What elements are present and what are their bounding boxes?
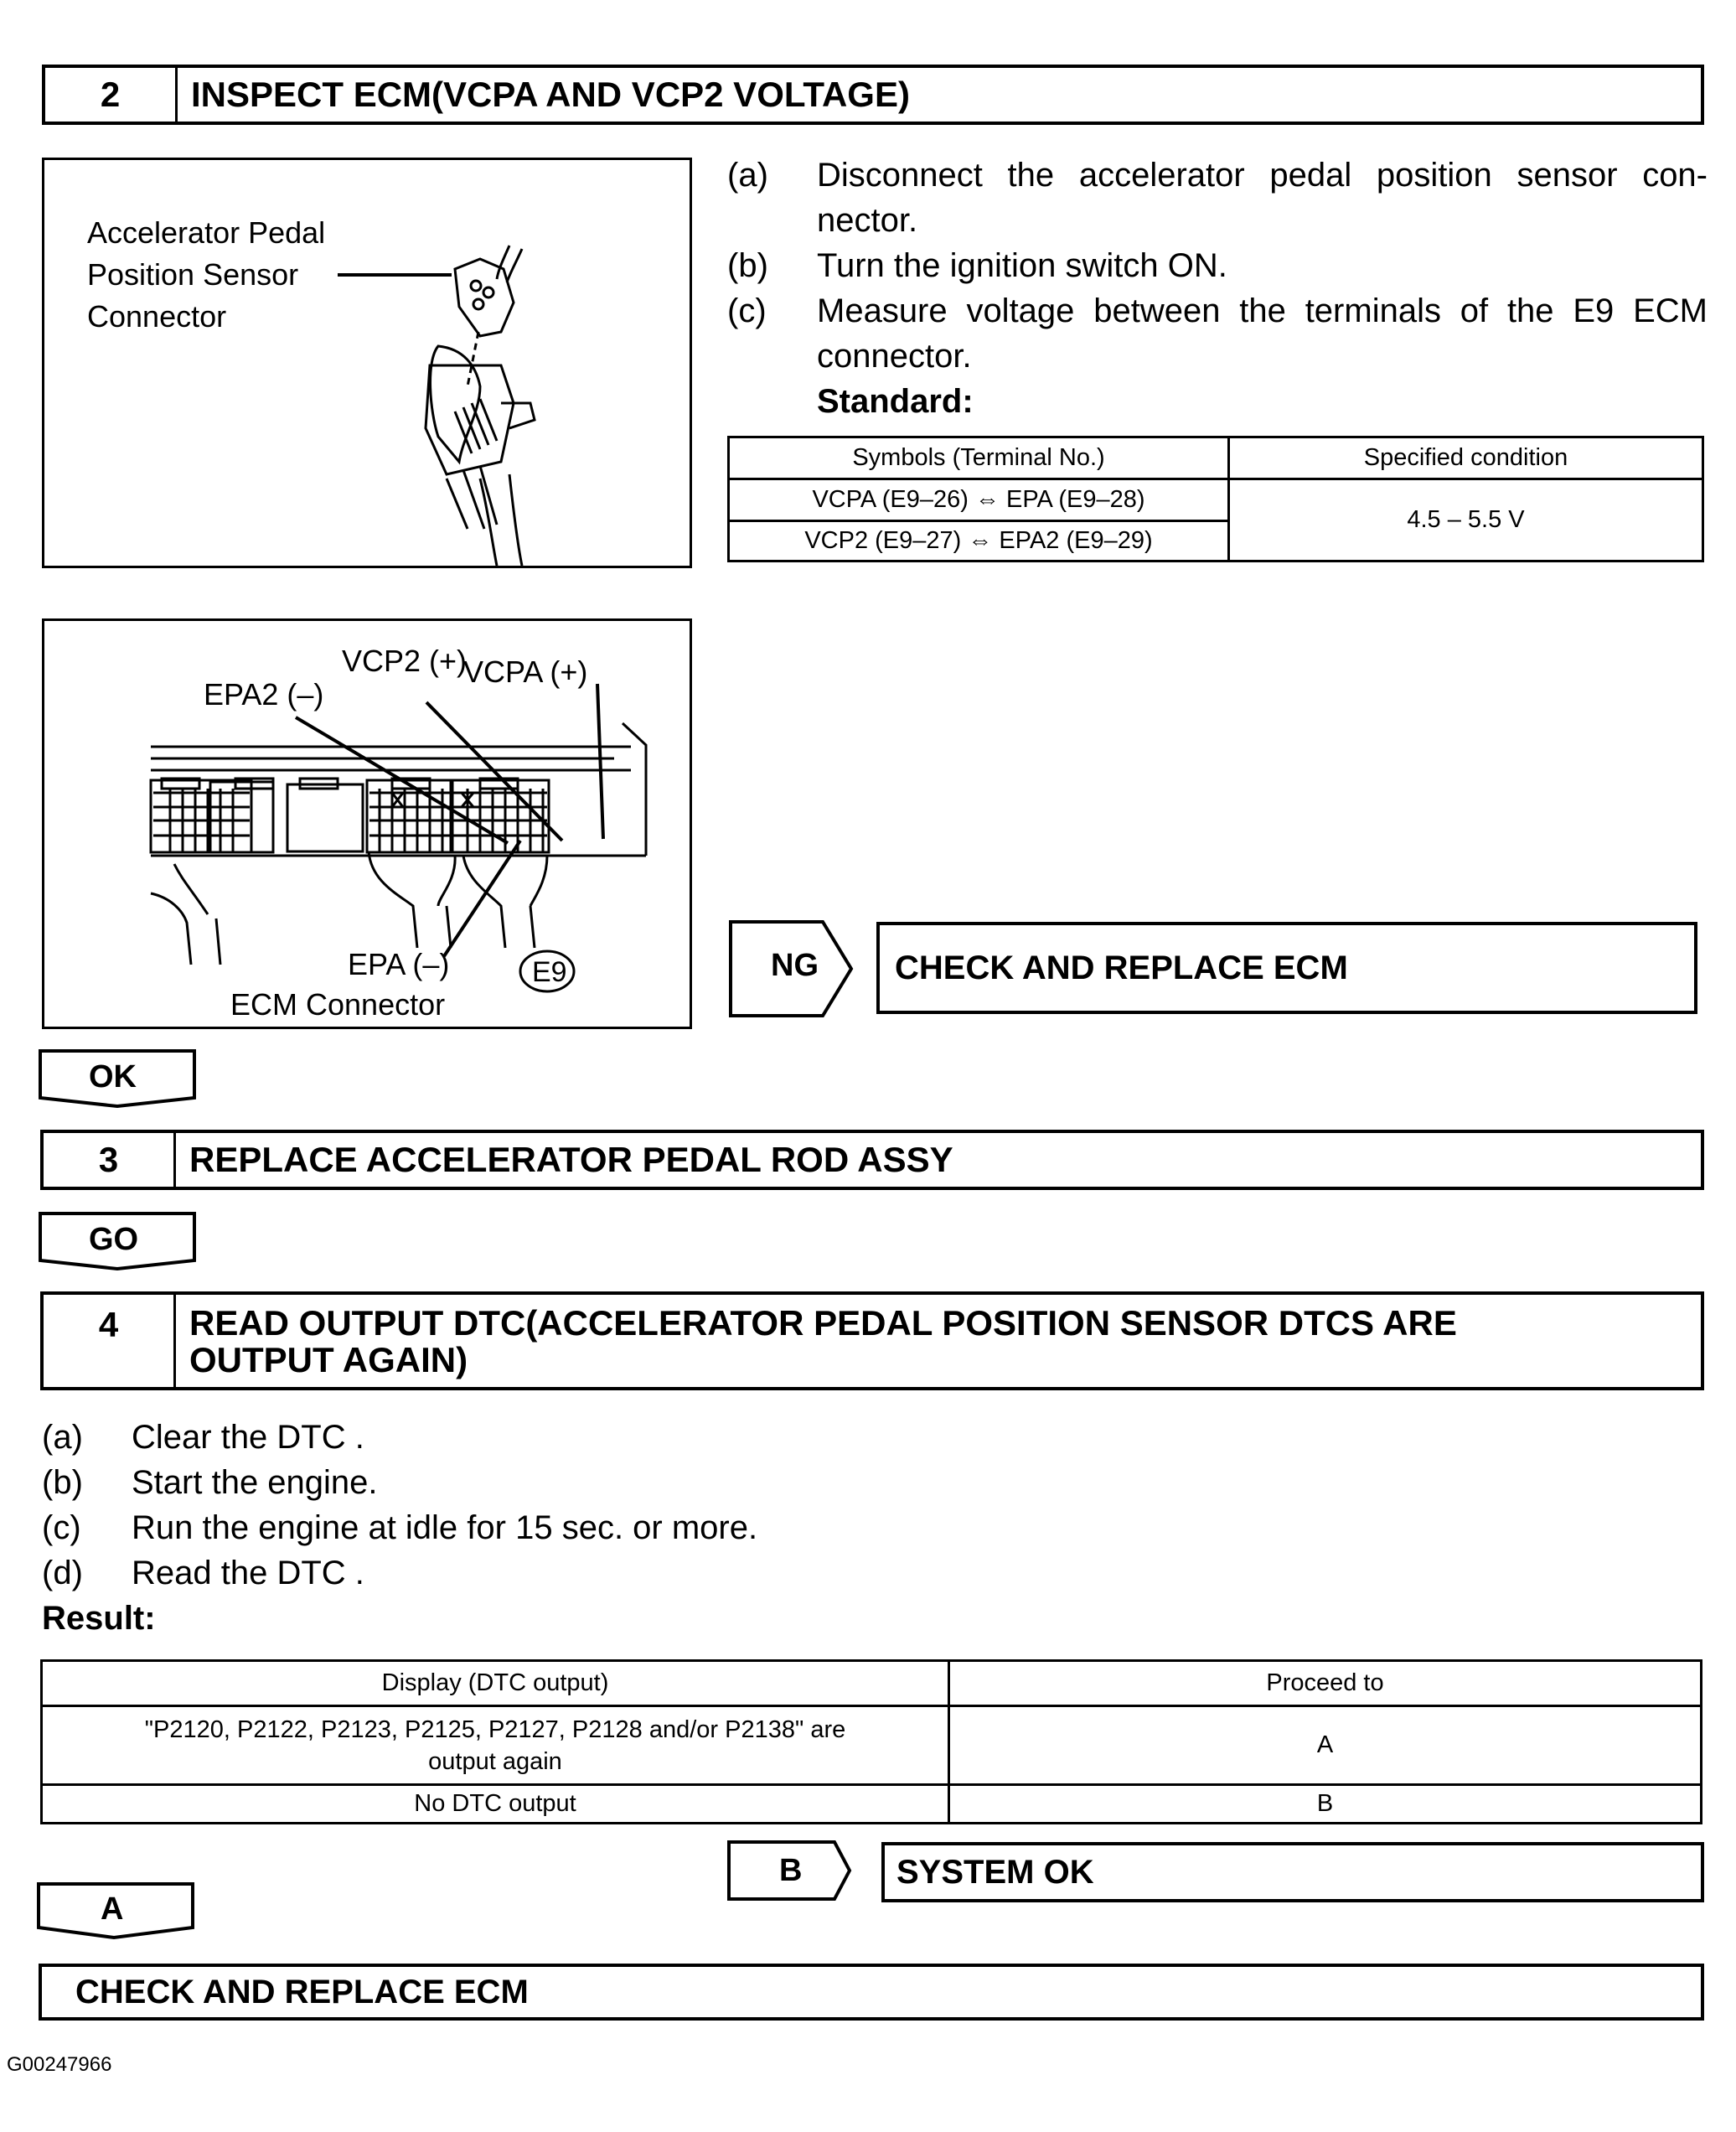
- table-header-row: [42, 1661, 1702, 1706]
- system-ok-text: SYSTEM OK: [896, 1853, 1094, 1891]
- connector-id-label: E9: [532, 956, 567, 988]
- instruction-line: nector.: [817, 202, 918, 239]
- label-line: Accelerator Pedal: [87, 215, 326, 250]
- instruction-text: [817, 153, 1708, 243]
- b-label: B: [779, 1853, 803, 1888]
- epa2-label: EPA2 (–): [204, 677, 324, 712]
- b-tag: [727, 1840, 878, 1904]
- table-cell: 4.5 – 5.5 V: [1229, 479, 1703, 561]
- final-action-box: [39, 1964, 1704, 2021]
- step-number: 3: [44, 1133, 176, 1187]
- sensor-connector-drawing: [44, 160, 690, 566]
- instruction-text: Read the DTC .: [132, 1555, 364, 1591]
- standard-label: Standard:: [817, 383, 974, 420]
- step-number: 4: [44, 1295, 176, 1387]
- instruction-item: [727, 288, 1708, 379]
- table-row: [42, 1785, 1702, 1824]
- ecm-connector-figure: [42, 618, 692, 1029]
- instruction-item: [727, 153, 1708, 243]
- step-3-header: [40, 1130, 1704, 1190]
- a-arrow: [37, 1882, 198, 1943]
- item-label: (d): [42, 1555, 83, 1591]
- step-title: INSPECT ECM(VCPA AND VCP2 VOLTAGE): [191, 75, 910, 114]
- result-label: Result:: [42, 1600, 156, 1637]
- epa-label: EPA (–): [348, 947, 450, 981]
- table-cell: A: [949, 1706, 1702, 1785]
- instruction-text: Start the engine.: [132, 1464, 378, 1501]
- instruction-line: Disconnect the accelerator pedal position sensor con-: [817, 157, 1708, 194]
- vcp2-label: VCP2 (+): [342, 644, 468, 678]
- step-2-header: [42, 65, 1704, 125]
- item-label: (b): [727, 247, 768, 284]
- table-header: Symbols (Terminal No.): [729, 437, 1229, 479]
- table-header: Proceed to: [949, 1661, 1702, 1706]
- item-label: (c): [42, 1509, 81, 1546]
- sensor-connector-figure: [42, 158, 692, 568]
- instruction-item: [727, 243, 1708, 288]
- table-row: [729, 479, 1703, 521]
- step-title-line: OUTPUT AGAIN): [189, 1340, 468, 1379]
- final-action-text: CHECK AND REPLACE ECM: [75, 1973, 529, 2010]
- ng-action-text: CHECK AND REPLACE ECM: [895, 949, 1348, 986]
- table-cell: VCPA (E9–26) ⇔ EPA (E9–28): [729, 479, 1229, 521]
- instruction-item: [42, 1460, 1047, 1505]
- step-title: [176, 1295, 1457, 1387]
- step-4-header: [40, 1291, 1704, 1390]
- instruction-item: [42, 1505, 1047, 1550]
- instruction-text: Run the engine at idle for 15 sec. or more.: [132, 1509, 758, 1546]
- table-cell: No DTC output: [42, 1785, 949, 1824]
- result-table: [40, 1659, 1702, 1824]
- ok-arrow: [39, 1049, 199, 1110]
- step-number: 2: [45, 68, 178, 122]
- instruction-text: Clear the DTC .: [132, 1419, 364, 1456]
- standard-table: [727, 436, 1704, 562]
- ng-label: NG: [771, 948, 819, 983]
- label-line: Position Sensor: [87, 257, 299, 292]
- table-row: [42, 1706, 1702, 1785]
- item-label: (a): [727, 157, 768, 194]
- label-line: Connector: [87, 299, 227, 334]
- table-cell: "P2120, P2122, P2123, P2125, P2127, P2128 and/or P2138" are output again: [42, 1706, 949, 1785]
- step-2-instructions: [727, 153, 1708, 424]
- table-cell: VCP2 (E9–27) ⇔ EPA2 (E9–29): [729, 521, 1229, 561]
- go-arrow: [39, 1212, 199, 1272]
- instruction-text: Turn the ignition switch ON.: [817, 247, 1227, 284]
- step-title-line: READ OUTPUT DTC(ACCELERATOR PEDAL POSITION SENSOR DTCS ARE: [189, 1303, 1457, 1343]
- instruction-item: [42, 1550, 1047, 1596]
- table-cell: B: [949, 1785, 1702, 1824]
- step-title: REPLACE ACCELERATOR PEDAL ROD ASSY: [189, 1140, 953, 1179]
- a-label: A: [101, 1891, 124, 1927]
- instruction-item: [42, 1415, 1047, 1460]
- instruction-line: Measure voltage between the terminals of the E9 ECM: [817, 292, 1708, 329]
- instruction-line: connector.: [817, 338, 972, 375]
- go-label: GO: [89, 1222, 139, 1257]
- table-header-row: [729, 437, 1703, 479]
- ng-tag: [729, 920, 880, 1017]
- vcpa-label: VCPA (+): [463, 655, 588, 689]
- ecm-connector-drawing: [44, 621, 690, 1027]
- system-ok-box: [881, 1842, 1704, 1902]
- table-header: Specified condition: [1229, 437, 1703, 479]
- step-4-instructions: [42, 1415, 1047, 1641]
- table-header: Display (DTC output): [42, 1661, 949, 1706]
- item-label: (b): [42, 1464, 83, 1501]
- instruction-text: [817, 288, 1708, 379]
- item-label: (a): [42, 1419, 83, 1456]
- item-label: (c): [727, 292, 767, 329]
- figure-caption: ECM Connector: [230, 987, 446, 1022]
- ng-action-box: [876, 922, 1697, 1014]
- ok-label: OK: [89, 1059, 137, 1094]
- figure-id: G00247966: [7, 2053, 112, 2076]
